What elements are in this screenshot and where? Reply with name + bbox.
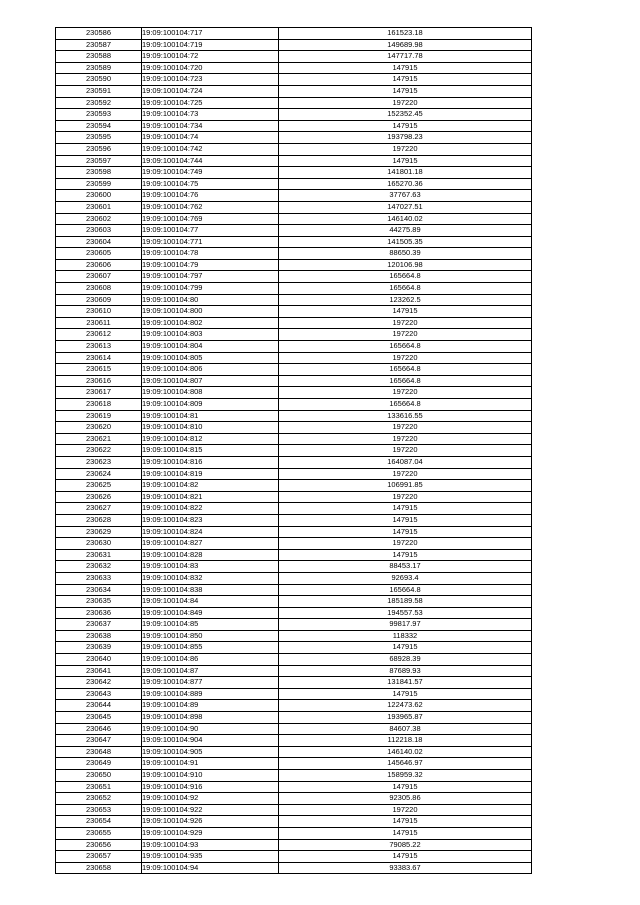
row-id-cell: 230649	[56, 758, 142, 770]
row-id-cell: 230624	[56, 468, 142, 480]
amount-cell: 197220	[279, 329, 532, 341]
amount-cell: 147915	[279, 503, 532, 515]
table-row	[56, 514, 532, 526]
data-table	[55, 27, 532, 874]
table-row	[56, 410, 532, 422]
cadastral-number-cell: 19:09:100104:850	[142, 630, 279, 642]
amount-cell: 149689.98	[279, 39, 532, 51]
row-id-cell: 230605	[56, 248, 142, 260]
table-row	[56, 596, 532, 608]
cadastral-number-cell: 19:09:100104:904	[142, 735, 279, 747]
table-row	[56, 758, 532, 770]
amount-cell: 112218.18	[279, 735, 532, 747]
cadastral-number-cell: 19:09:100104:905	[142, 746, 279, 758]
cadastral-number-cell: 19:09:100104:889	[142, 688, 279, 700]
table-row	[56, 572, 532, 584]
amount-cell: 197220	[279, 422, 532, 434]
amount-cell: 145646.97	[279, 758, 532, 770]
amount-cell: 147915	[279, 526, 532, 538]
cadastral-number-cell: 19:09:100104:898	[142, 712, 279, 724]
cadastral-number-cell: 19:09:100104:935	[142, 851, 279, 863]
table-row	[56, 804, 532, 816]
amount-cell: 92693.4	[279, 572, 532, 584]
row-id-cell: 230623	[56, 456, 142, 468]
cadastral-number-cell: 19:09:100104:79	[142, 259, 279, 271]
amount-cell: 193798.23	[279, 132, 532, 144]
row-id-cell: 230648	[56, 746, 142, 758]
cadastral-number-cell: 19:09:100104:717	[142, 28, 279, 40]
table-row	[56, 665, 532, 677]
amount-cell: 193965.87	[279, 712, 532, 724]
amount-cell: 68928.39	[279, 654, 532, 666]
table-body	[56, 28, 532, 874]
amount-cell: 147915	[279, 62, 532, 74]
table-row	[56, 688, 532, 700]
cadastral-number-cell: 19:09:100104:734	[142, 120, 279, 132]
amount-cell: 185189.58	[279, 596, 532, 608]
row-id-cell: 230637	[56, 619, 142, 631]
cadastral-number-cell: 19:09:100104:838	[142, 584, 279, 596]
row-id-cell: 230618	[56, 399, 142, 411]
table-row	[56, 561, 532, 573]
table-row	[56, 155, 532, 167]
amount-cell: 197220	[279, 538, 532, 550]
row-id-cell: 230608	[56, 283, 142, 295]
table-row	[56, 712, 532, 724]
amount-cell: 147915	[279, 827, 532, 839]
row-id-cell: 230639	[56, 642, 142, 654]
table-row	[56, 827, 532, 839]
cadastral-number-cell: 19:09:100104:72	[142, 51, 279, 63]
table-row	[56, 213, 532, 225]
cadastral-number-cell: 19:09:100104:93	[142, 839, 279, 851]
amount-cell: 147915	[279, 85, 532, 97]
row-id-cell: 230628	[56, 514, 142, 526]
table-row	[56, 51, 532, 63]
table-row	[56, 735, 532, 747]
row-id-cell: 230627	[56, 503, 142, 515]
cadastral-number-cell: 19:09:100104:92	[142, 793, 279, 805]
amount-cell: 133616.55	[279, 410, 532, 422]
cadastral-number-cell: 19:09:100104:808	[142, 387, 279, 399]
row-id-cell: 230657	[56, 851, 142, 863]
cadastral-number-cell: 19:09:100104:803	[142, 329, 279, 341]
table-row	[56, 700, 532, 712]
amount-cell: 44275.89	[279, 225, 532, 237]
cadastral-number-cell: 19:09:100104:77	[142, 225, 279, 237]
row-id-cell: 230612	[56, 329, 142, 341]
row-id-cell: 230655	[56, 827, 142, 839]
cadastral-number-cell: 19:09:100104:94	[142, 862, 279, 874]
table-row	[56, 294, 532, 306]
amount-cell: 197220	[279, 352, 532, 364]
row-id-cell: 230599	[56, 178, 142, 190]
table-row	[56, 97, 532, 109]
table-row	[56, 816, 532, 828]
amount-cell: 84607.38	[279, 723, 532, 735]
table-row	[56, 352, 532, 364]
amount-cell: 141801.18	[279, 167, 532, 179]
table-row	[56, 619, 532, 631]
cadastral-number-cell: 19:09:100104:823	[142, 514, 279, 526]
row-id-cell: 230642	[56, 677, 142, 689]
table-row	[56, 723, 532, 735]
cadastral-number-cell: 19:09:100104:720	[142, 62, 279, 74]
cadastral-number-cell: 19:09:100104:849	[142, 607, 279, 619]
table-row	[56, 248, 532, 260]
table-row	[56, 422, 532, 434]
table-row	[56, 456, 532, 468]
cadastral-number-cell: 19:09:100104:827	[142, 538, 279, 550]
row-id-cell: 230611	[56, 317, 142, 329]
row-id-cell: 230604	[56, 236, 142, 248]
cadastral-number-cell: 19:09:100104:86	[142, 654, 279, 666]
cadastral-number-cell: 19:09:100104:742	[142, 143, 279, 155]
amount-cell: 147915	[279, 120, 532, 132]
amount-cell: 141505.35	[279, 236, 532, 248]
amount-cell: 88453.17	[279, 561, 532, 573]
cadastral-number-cell: 19:09:100104:916	[142, 781, 279, 793]
cadastral-number-cell: 19:09:100104:821	[142, 491, 279, 503]
amount-cell: 197220	[279, 491, 532, 503]
cadastral-number-cell: 19:09:100104:929	[142, 827, 279, 839]
row-id-cell: 230589	[56, 62, 142, 74]
amount-cell: 92305.86	[279, 793, 532, 805]
row-id-cell: 230601	[56, 201, 142, 213]
amount-cell: 87689.93	[279, 665, 532, 677]
table-row	[56, 74, 532, 86]
table-row	[56, 770, 532, 782]
table-row	[56, 503, 532, 515]
row-id-cell: 230590	[56, 74, 142, 86]
row-id-cell: 230602	[56, 213, 142, 225]
table-row	[56, 746, 532, 758]
table-row	[56, 375, 532, 387]
cadastral-number-cell: 19:09:100104:822	[142, 503, 279, 515]
amount-cell: 147915	[279, 549, 532, 561]
amount-cell: 131841.57	[279, 677, 532, 689]
row-id-cell: 230629	[56, 526, 142, 538]
row-id-cell: 230656	[56, 839, 142, 851]
table-row	[56, 839, 532, 851]
amount-cell: 152352.45	[279, 109, 532, 121]
cadastral-number-cell: 19:09:100104:799	[142, 283, 279, 295]
row-id-cell: 230598	[56, 167, 142, 179]
amount-cell: 147915	[279, 851, 532, 863]
row-id-cell: 230658	[56, 862, 142, 874]
cadastral-number-cell: 19:09:100104:926	[142, 816, 279, 828]
cadastral-number-cell: 19:09:100104:877	[142, 677, 279, 689]
row-id-cell: 230586	[56, 28, 142, 40]
row-id-cell: 230596	[56, 143, 142, 155]
table-row	[56, 39, 532, 51]
row-id-cell: 230615	[56, 364, 142, 376]
table-row	[56, 468, 532, 480]
amount-cell: 146140.02	[279, 213, 532, 225]
cadastral-number-cell: 19:09:100104:73	[142, 109, 279, 121]
row-id-cell: 230644	[56, 700, 142, 712]
cadastral-number-cell: 19:09:100104:804	[142, 341, 279, 353]
amount-cell: 147915	[279, 781, 532, 793]
cadastral-number-cell: 19:09:100104:719	[142, 39, 279, 51]
amount-cell: 164087.04	[279, 456, 532, 468]
row-id-cell: 230603	[56, 225, 142, 237]
amount-cell: 197220	[279, 804, 532, 816]
row-id-cell: 230645	[56, 712, 142, 724]
cadastral-number-cell: 19:09:100104:802	[142, 317, 279, 329]
table-row	[56, 642, 532, 654]
row-id-cell: 230620	[56, 422, 142, 434]
row-id-cell: 230640	[56, 654, 142, 666]
row-id-cell: 230633	[56, 572, 142, 584]
table-row	[56, 584, 532, 596]
row-id-cell: 230652	[56, 793, 142, 805]
amount-cell: 147915	[279, 816, 532, 828]
cadastral-number-cell: 19:09:100104:74	[142, 132, 279, 144]
amount-cell: 120106.98	[279, 259, 532, 271]
cadastral-number-cell: 19:09:100104:90	[142, 723, 279, 735]
cadastral-number-cell: 19:09:100104:824	[142, 526, 279, 538]
cadastral-number-cell: 19:09:100104:810	[142, 422, 279, 434]
cadastral-number-cell: 19:09:100104:819	[142, 468, 279, 480]
table-row	[56, 329, 532, 341]
amount-cell: 88650.39	[279, 248, 532, 260]
row-id-cell: 230631	[56, 549, 142, 561]
row-id-cell: 230594	[56, 120, 142, 132]
table-row	[56, 445, 532, 457]
row-id-cell: 230646	[56, 723, 142, 735]
table-row	[56, 306, 532, 318]
cadastral-number-cell: 19:09:100104:828	[142, 549, 279, 561]
cadastral-number-cell: 19:09:100104:806	[142, 364, 279, 376]
amount-cell: 99817.97	[279, 619, 532, 631]
amount-cell: 197220	[279, 143, 532, 155]
table-row	[56, 538, 532, 550]
table-row	[56, 526, 532, 538]
amount-cell: 161523.18	[279, 28, 532, 40]
cadastral-number-cell: 19:09:100104:816	[142, 456, 279, 468]
row-id-cell: 230641	[56, 665, 142, 677]
row-id-cell: 230614	[56, 352, 142, 364]
table-row	[56, 781, 532, 793]
row-id-cell: 230625	[56, 480, 142, 492]
table-row	[56, 120, 532, 132]
row-id-cell: 230595	[56, 132, 142, 144]
table-row	[56, 433, 532, 445]
amount-cell: 147027.51	[279, 201, 532, 213]
table-row	[56, 491, 532, 503]
amount-cell: 165270.36	[279, 178, 532, 190]
row-id-cell: 230587	[56, 39, 142, 51]
amount-cell: 197220	[279, 468, 532, 480]
amount-cell: 118332	[279, 630, 532, 642]
row-id-cell: 230617	[56, 387, 142, 399]
row-id-cell: 230626	[56, 491, 142, 503]
amount-cell: 147717.78	[279, 51, 532, 63]
amount-cell: 197220	[279, 387, 532, 399]
row-id-cell: 230651	[56, 781, 142, 793]
table-row	[56, 28, 532, 40]
cadastral-number-cell: 19:09:100104:84	[142, 596, 279, 608]
cadastral-number-cell: 19:09:100104:78	[142, 248, 279, 260]
cadastral-number-cell: 19:09:100104:85	[142, 619, 279, 631]
cadastral-number-cell: 19:09:100104:807	[142, 375, 279, 387]
cadastral-number-cell: 19:09:100104:723	[142, 74, 279, 86]
row-id-cell: 230597	[56, 155, 142, 167]
table-row	[56, 480, 532, 492]
amount-cell: 147915	[279, 74, 532, 86]
cadastral-number-cell: 19:09:100104:81	[142, 410, 279, 422]
cadastral-number-cell: 19:09:100104:744	[142, 155, 279, 167]
row-id-cell: 230610	[56, 306, 142, 318]
table-row	[56, 607, 532, 619]
amount-cell: 147915	[279, 514, 532, 526]
row-id-cell: 230609	[56, 294, 142, 306]
row-id-cell: 230613	[56, 341, 142, 353]
amount-cell: 165664.8	[279, 399, 532, 411]
amount-cell: 122473.62	[279, 700, 532, 712]
table-row	[56, 271, 532, 283]
table-row	[56, 317, 532, 329]
cadastral-number-cell: 19:09:100104:815	[142, 445, 279, 457]
table-row	[56, 225, 532, 237]
row-id-cell: 230588	[56, 51, 142, 63]
table-row	[56, 549, 532, 561]
table-row	[56, 236, 532, 248]
table-row	[56, 341, 532, 353]
table-row	[56, 364, 532, 376]
cadastral-number-cell: 19:09:100104:855	[142, 642, 279, 654]
row-id-cell: 230600	[56, 190, 142, 202]
amount-cell: 147915	[279, 306, 532, 318]
amount-cell: 93383.67	[279, 862, 532, 874]
amount-cell: 197220	[279, 317, 532, 329]
cadastral-number-cell: 19:09:100104:75	[142, 178, 279, 190]
row-id-cell: 230621	[56, 433, 142, 445]
cadastral-number-cell: 19:09:100104:89	[142, 700, 279, 712]
cadastral-number-cell: 19:09:100104:80	[142, 294, 279, 306]
row-id-cell: 230654	[56, 816, 142, 828]
amount-cell: 197220	[279, 433, 532, 445]
table-row	[56, 167, 532, 179]
cadastral-number-cell: 19:09:100104:76	[142, 190, 279, 202]
amount-cell: 79085.22	[279, 839, 532, 851]
table-row	[56, 178, 532, 190]
cadastral-number-cell: 19:09:100104:805	[142, 352, 279, 364]
amount-cell: 146140.02	[279, 746, 532, 758]
table-row	[56, 201, 532, 213]
row-id-cell: 230653	[56, 804, 142, 816]
table-row	[56, 62, 532, 74]
table-row	[56, 109, 532, 121]
row-id-cell: 230607	[56, 271, 142, 283]
cadastral-number-cell: 19:09:100104:762	[142, 201, 279, 213]
table-row	[56, 85, 532, 97]
amount-cell: 165664.8	[279, 364, 532, 376]
row-id-cell: 230616	[56, 375, 142, 387]
amount-cell: 165664.8	[279, 375, 532, 387]
table-row	[56, 654, 532, 666]
cadastral-number-cell: 19:09:100104:832	[142, 572, 279, 584]
amount-cell: 165664.8	[279, 584, 532, 596]
table-row	[56, 283, 532, 295]
row-id-cell: 230619	[56, 410, 142, 422]
row-id-cell: 230622	[56, 445, 142, 457]
cadastral-number-cell: 19:09:100104:87	[142, 665, 279, 677]
row-id-cell: 230591	[56, 85, 142, 97]
cadastral-number-cell: 19:09:100104:910	[142, 770, 279, 782]
cadastral-number-cell: 19:09:100104:809	[142, 399, 279, 411]
amount-cell: 165664.8	[279, 283, 532, 295]
row-id-cell: 230650	[56, 770, 142, 782]
cadastral-number-cell: 19:09:100104:771	[142, 236, 279, 248]
row-id-cell: 230643	[56, 688, 142, 700]
amount-cell: 123262.5	[279, 294, 532, 306]
table-row	[56, 862, 532, 874]
cadastral-number-cell: 19:09:100104:725	[142, 97, 279, 109]
row-id-cell: 230592	[56, 97, 142, 109]
cadastral-number-cell: 19:09:100104:82	[142, 480, 279, 492]
table-row	[56, 143, 532, 155]
row-id-cell: 230647	[56, 735, 142, 747]
amount-cell: 106991.85	[279, 480, 532, 492]
table-row	[56, 190, 532, 202]
amount-cell: 147915	[279, 688, 532, 700]
cadastral-number-cell: 19:09:100104:922	[142, 804, 279, 816]
row-id-cell: 230632	[56, 561, 142, 573]
cadastral-number-cell: 19:09:100104:797	[142, 271, 279, 283]
row-id-cell: 230606	[56, 259, 142, 271]
table-row	[56, 387, 532, 399]
cadastral-number-cell: 19:09:100104:749	[142, 167, 279, 179]
row-id-cell: 230630	[56, 538, 142, 550]
table-row	[56, 630, 532, 642]
row-id-cell: 230634	[56, 584, 142, 596]
cadastral-number-cell: 19:09:100104:812	[142, 433, 279, 445]
cadastral-number-cell: 19:09:100104:91	[142, 758, 279, 770]
amount-cell: 165664.8	[279, 271, 532, 283]
table-row	[56, 793, 532, 805]
amount-cell: 37767.63	[279, 190, 532, 202]
table-row	[56, 677, 532, 689]
amount-cell: 197220	[279, 97, 532, 109]
amount-cell: 194557.53	[279, 607, 532, 619]
row-id-cell: 230638	[56, 630, 142, 642]
amount-cell: 147915	[279, 155, 532, 167]
amount-cell: 158959.32	[279, 770, 532, 782]
cadastral-number-cell: 19:09:100104:724	[142, 85, 279, 97]
cadastral-number-cell: 19:09:100104:769	[142, 213, 279, 225]
table-row	[56, 259, 532, 271]
row-id-cell: 230635	[56, 596, 142, 608]
row-id-cell: 230636	[56, 607, 142, 619]
table-row	[56, 132, 532, 144]
row-id-cell: 230593	[56, 109, 142, 121]
table-row	[56, 851, 532, 863]
cadastral-number-cell: 19:09:100104:83	[142, 561, 279, 573]
amount-cell: 197220	[279, 445, 532, 457]
amount-cell: 147915	[279, 642, 532, 654]
amount-cell: 165664.8	[279, 341, 532, 353]
table-row	[56, 399, 532, 411]
cadastral-number-cell: 19:09:100104:800	[142, 306, 279, 318]
